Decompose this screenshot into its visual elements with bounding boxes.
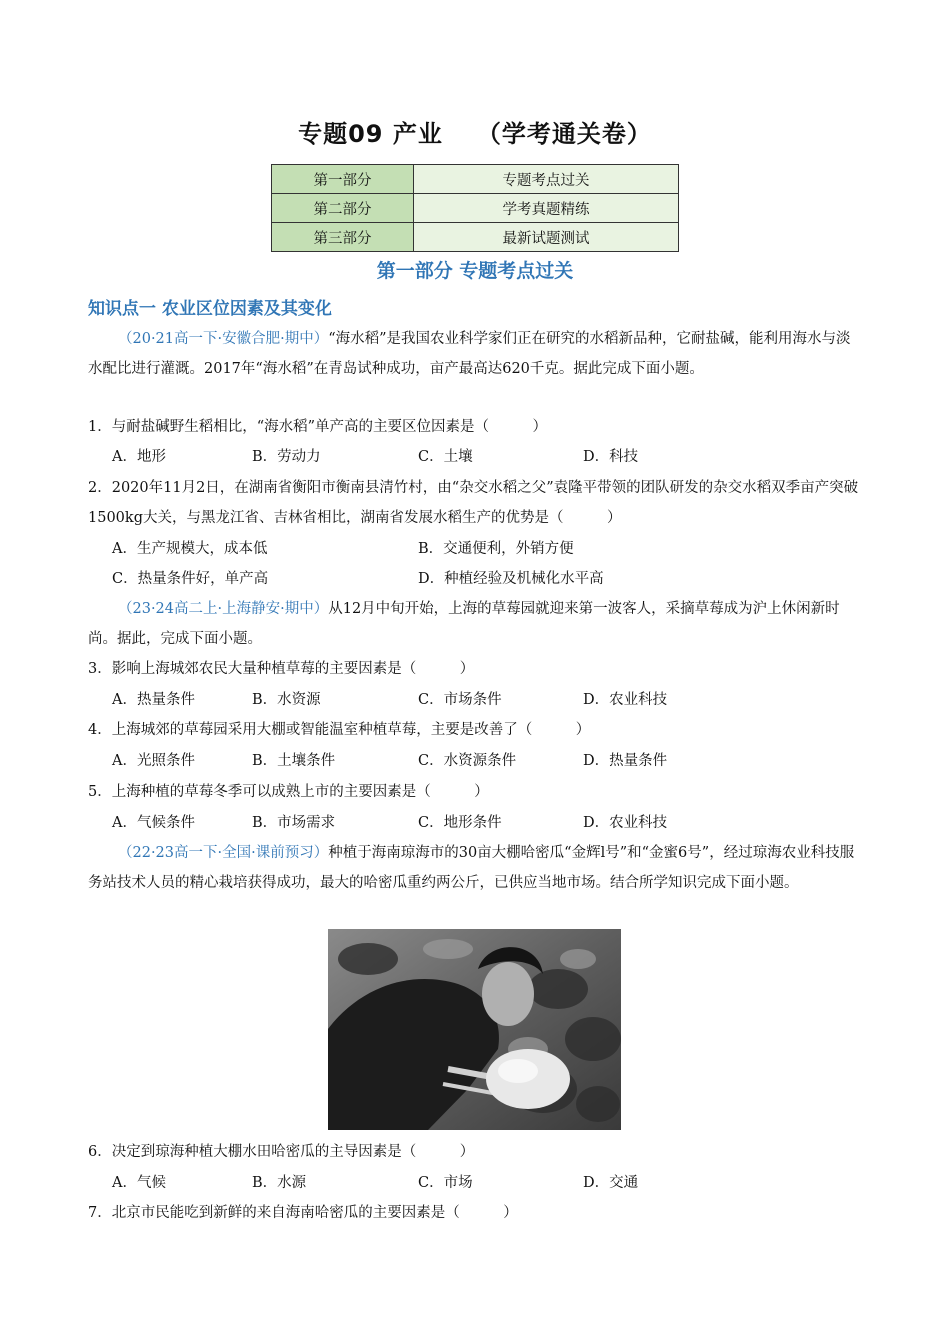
option-c[interactable]: C．市场 <box>418 1175 473 1191</box>
passage-source: （20·21高一下·安徽合肥·期中） <box>118 331 329 347</box>
passage-2 <box>88 594 863 654</box>
option-d[interactable]: D．农业科技 <box>583 692 668 708</box>
title-sub: （学考通关卷） <box>476 120 652 148</box>
option-d[interactable]: D．热量条件 <box>583 753 668 769</box>
option-a[interactable]: A．气候 <box>112 1175 166 1191</box>
page-title <box>0 114 950 149</box>
passage-1 <box>88 324 863 384</box>
knowledge-heading: 知识点一 农业区位因素及其变化 <box>88 299 332 319</box>
option-b[interactable]: B．市场需求 <box>252 815 336 831</box>
question-4-options <box>112 746 852 776</box>
table-cell: 第一部分 <box>272 165 414 194</box>
question-6-options <box>112 1168 852 1198</box>
question-4: 4．上海城郊的草莓园采用大棚或智能温室种植草莓，主要是改善了（ ） <box>88 722 591 738</box>
option-a[interactable]: A．热量条件 <box>112 692 195 708</box>
option-a[interactable]: A．地形 <box>112 449 166 465</box>
option-b[interactable]: B．水源 <box>252 1175 307 1191</box>
option-d[interactable]: D．种植经验及机械化水平高 <box>418 571 604 587</box>
question-3-options <box>112 685 852 715</box>
question-6: 6．决定到琼海种植大棚水田哈密瓜的主导因素是（ ） <box>88 1144 475 1160</box>
section-heading: 第一部分 专题考点过关 <box>376 260 574 282</box>
table-cell: 第三部分 <box>272 223 414 252</box>
question-7: 7．北京市民能吃到新鲜的来自海南哈密瓜的主要因素是（ ） <box>88 1205 518 1221</box>
option-a[interactable]: A．光照条件 <box>112 753 195 769</box>
option-b[interactable]: B．劳动力 <box>252 449 321 465</box>
question-5: 5．上海种植的草莓冬季可以成熟上市的主要因素是（ ） <box>88 784 489 800</box>
melon-photo <box>328 929 621 1130</box>
option-d[interactable]: D．交通 <box>583 1175 639 1191</box>
table-row <box>272 194 679 223</box>
parts-table <box>271 164 679 252</box>
melon-photo-icon <box>328 929 621 1130</box>
option-c[interactable]: C．土壤 <box>418 449 473 465</box>
question-1-options <box>112 442 852 472</box>
table-cell: 最新试题测试 <box>414 223 679 252</box>
title-main: 专题09 产业 <box>298 120 443 148</box>
passage-text: “海水稻”是我国农业科学家们正在研究的水稻新品种，它耐盐碱，能利用海水与淡水配比进行灌溉。2017年“海水稻”在青岛试种成功，亩产最高达620千克。据此完成下面小题。 <box>88 331 851 377</box>
passage-source: （22·23高一下·全国·课前预习） <box>118 845 329 861</box>
table-cell: 专题考点过关 <box>414 165 679 194</box>
passage-3 <box>88 838 863 898</box>
option-c[interactable]: C．市场条件 <box>418 692 502 708</box>
option-a[interactable]: A．气候条件 <box>112 815 195 831</box>
option-d[interactable]: D．科技 <box>583 449 639 465</box>
table-cell: 第二部分 <box>272 194 414 223</box>
option-a[interactable]: A．生产规模大，成本低 <box>112 541 268 557</box>
question-2: 2．2020年11月2日，在湖南省衡阳市衡南县清竹村，由“杂交水稻之父”袁隆平带领的团队研发的杂交水稻双季亩产突破1500kg大关，与黑龙江省、吉林省相比，湖南省发展水稻生产的优势是（ ） <box>88 480 859 526</box>
passage-text: 从12月中旬开始，上海的草莓园就迎来第一波客人，采摘草莓成为沪上休闲新时尚。据此，完成下面小题。 <box>88 601 840 647</box>
question-2-options-row1 <box>112 534 852 564</box>
option-c[interactable]: C．热量条件好，单产高 <box>112 571 269 587</box>
table-row <box>272 223 679 252</box>
passage-text: 种植于海南琼海市的30亩大棚哈密瓜“金辉l号”和“金蜜6号”，经过琼海农业科技服务站技术人员的精心栽培获得成功，最大的哈密瓜重约两公斤，已供应当地市场。结合所学知识完成下面小题。 <box>88 845 855 891</box>
option-d[interactable]: D．农业科技 <box>583 815 668 831</box>
question-5-options <box>112 808 852 838</box>
option-c[interactable]: C．水资源条件 <box>418 753 517 769</box>
question-1: 1．与耐盐碱野生稻相比，“海水稻”单产高的主要区位因素是（ ） <box>88 419 548 435</box>
option-b[interactable]: B．土壤条件 <box>252 753 336 769</box>
option-b[interactable]: B．水资源 <box>252 692 321 708</box>
table-cell: 学考真题精练 <box>414 194 679 223</box>
option-b[interactable]: B．交通便利，外销方便 <box>418 541 574 557</box>
question-3: 3．影响上海城郊农民大量种植草莓的主要因素是（ ） <box>88 661 475 677</box>
option-c[interactable]: C．地形条件 <box>418 815 502 831</box>
table-row <box>272 165 679 194</box>
question-2-options-row2 <box>112 564 852 594</box>
passage-source: （23·24高二上·上海静安·期中） <box>118 601 329 617</box>
